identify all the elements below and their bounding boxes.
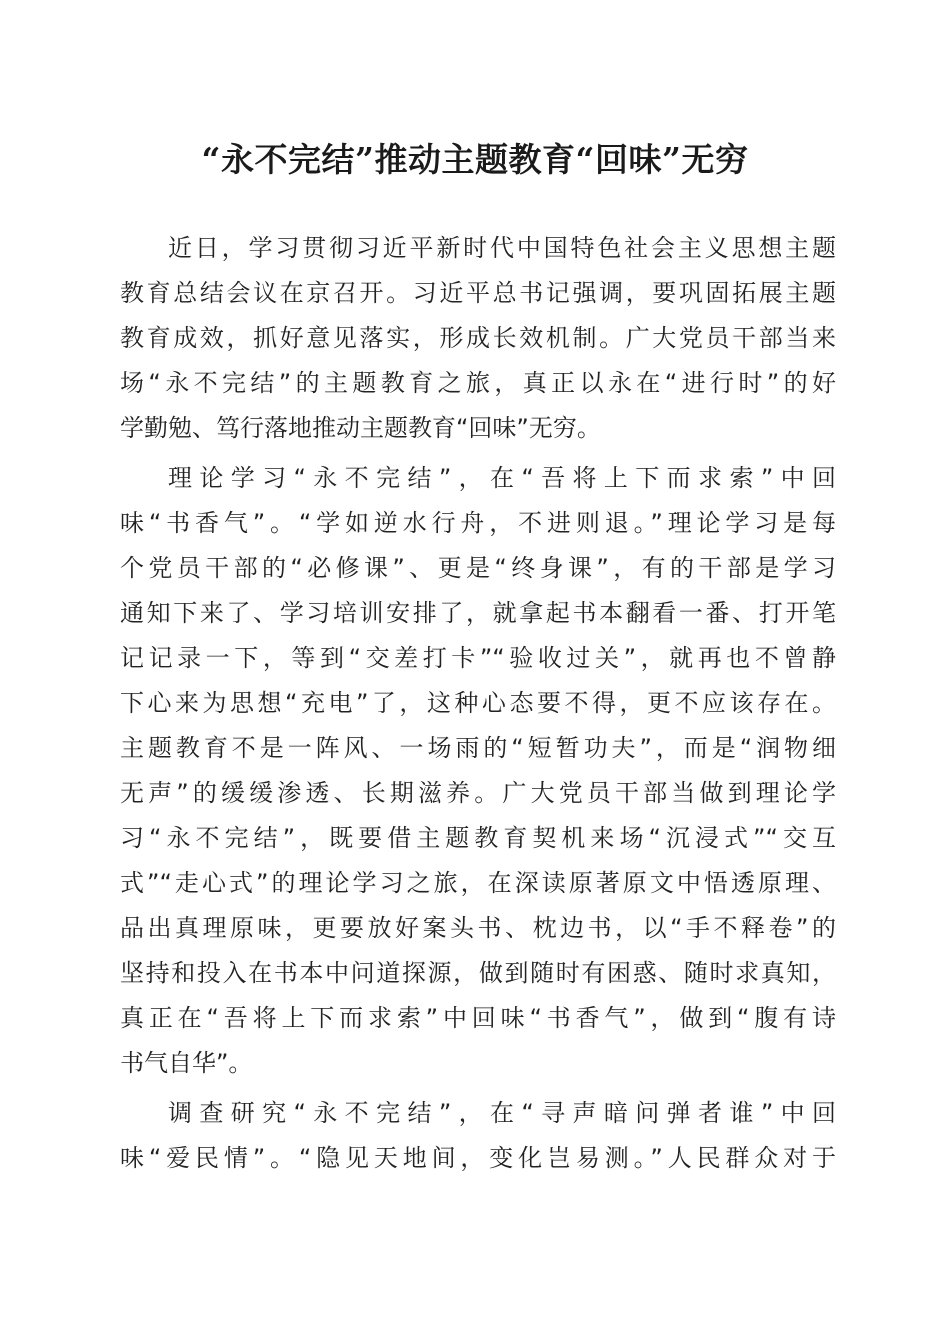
text-line: 真正在“吾将上下而求索”中回味“书香气”，做到“腹有诗 [120,1004,836,1032]
text-line: 记记录一下，等到“交差打卡”“验收过关”，就再也不曾静 [120,644,836,672]
paragraph [120,226,836,451]
text-line: 个党员干部的“必修课”、更是“终身课”，有的干部是学习 [120,554,836,582]
text-line: 场“永不完结”的主题教育之旅，真正以永在“进行时”的好 [120,369,836,397]
text-line: 教育成效，抓好意见落实，形成长效机制。广大党员干部当来 [120,324,836,352]
document-body [120,226,836,1181]
text-line: 无声”的缓缓渗透、长期滋养。广大党员干部当做到理论学 [120,779,836,807]
text-line: 习“永不完结”，既要借主题教育契机来场“沉浸式”“交互 [120,824,836,852]
text-line: 味“书香气”。“学如逆水行舟，不进则退。”理论学习是每 [120,509,836,537]
text-line: 品出真理原味，更要放好案头书、枕边书，以“手不释卷”的 [120,914,836,942]
text-line: 味“爱民情”。“隐见天地间，变化岂易测。”人民群众对于 [120,1144,836,1172]
text-line: 下心来为思想“充电”了，这种心态要不得，更不应该存在。 [120,689,836,717]
text-line: 调查研究“永不完结”，在“寻声暗问弹者谁”中回 [168,1099,836,1127]
paragraph [120,456,836,1086]
text-line: 近日，学习贯彻习近平新时代中国特色社会主义思想主题 [168,234,836,262]
text-line: 主题教育不是一阵风、一场雨的“短暂功夫”，而是“润物细 [120,734,836,762]
text-line: 教育总结会议在京召开。习近平总书记强调，要巩固拓展主题 [120,279,836,307]
text-line: 学勤勉、笃行落地推动主题教育“回味”无穷。 [120,414,601,442]
text-line: 书气自华”。 [120,1049,253,1077]
text-line: 通知下来了、学习培训安排了，就拿起书本翻看一番、打开笔 [120,599,836,627]
text-line: 坚持和投入在书本中问道探源，做到随时有困惑、随时求真知， [120,959,836,987]
text-line: 理论学习“永不完结”，在“吾将上下而求索”中回 [168,464,836,492]
paragraph [120,1091,836,1181]
document-title: “永不完结”推动主题教育“回味”无穷 [201,140,749,179]
text-line: 式”“走心式”的理论学习之旅，在深读原著原文中悟透原理、 [120,869,836,897]
